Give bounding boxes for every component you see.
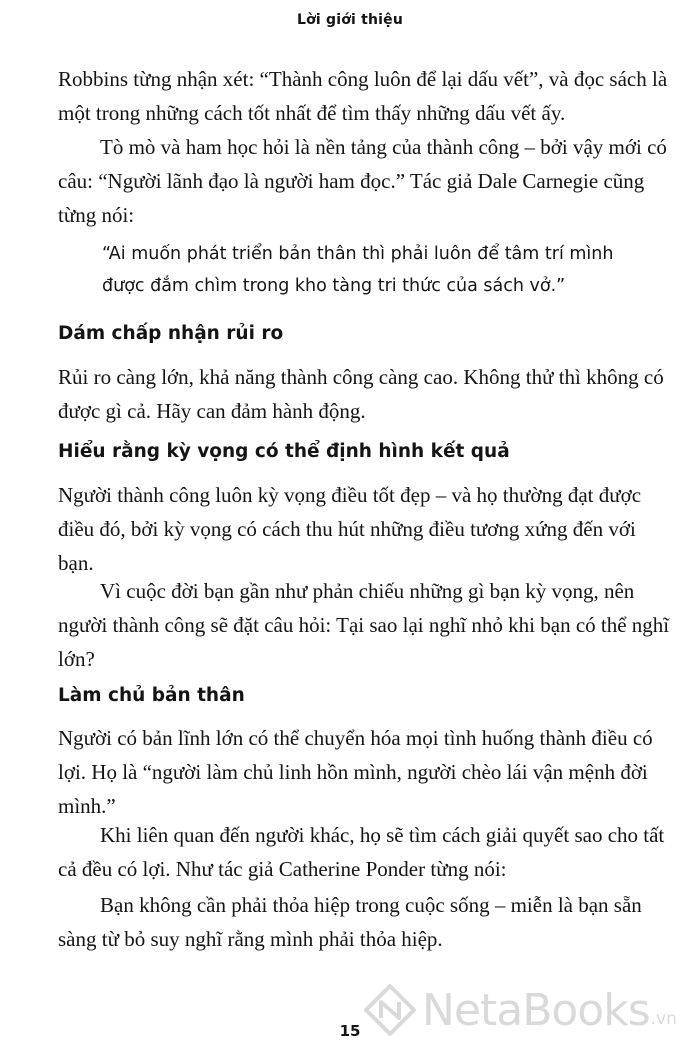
section-heading-expectation: Hiểu rằng kỳ vọng có thể định hình kết quả: [58, 441, 510, 462]
paragraph-robbins: Robbins từng nhận xét: “Thành công luôn để lại dấu vết”, và đọc sách là một trong những cách tốt nhất để tìm thấy những dấu vết ấy.: [58, 67, 668, 125]
paragraph-curiosity: Tò mò và ham học hỏi là nền tảng của thành công – bởi vậy mới có câu: “Người lãnh đạo là người ham đọc.” Tác giả Dale Carnegie cũng từng nói:: [58, 135, 667, 227]
section-heading-self-mastery: Làm chủ bản thân: [58, 685, 245, 706]
netabooks-logo-icon: [364, 984, 416, 1036]
paragraph-reflection: Vì cuộc đời bạn gần như phản chiếu những gì bạn kỳ vọng, nên người thành công sẽ đặt câu hỏi: Tại sao lại nghĩ nhỏ khi bạn có thể nghĩ lớn?: [58, 579, 670, 671]
running-title: Lời giới thiệu: [296, 12, 404, 28]
block-quote-carnegie: “Ai muốn phát triển bản thân thì phải luôn để tâm trí mình được đắm chìm trong kho tàng tri thức của sách vở.”: [102, 244, 614, 296]
paragraph-self-mastery: Người có bản lĩnh lớn có thể chuyển hóa mọi tình huống thành điều có lợi. Họ là “người làm chủ linh hồn mình, người chèo lái vận mệnh đời mình.”: [58, 726, 653, 818]
watermark-brand: NetaBooks: [422, 984, 650, 1036]
section-heading-risk: Dám chấp nhận rủi ro: [58, 323, 284, 344]
paragraph-risk: Rủi ro càng lớn, khả năng thành công càng cao. Không thử thì không có được gì cả. Hãy can đảm hành động.: [58, 365, 664, 423]
watermark-logo: [364, 980, 677, 1040]
paragraph-expectation: Người thành công luôn kỳ vọng điều tốt đẹp – và họ thường đạt được điều đó, bởi kỳ vọng có cách thu hút những điều tương xứng đến với bạn.: [58, 483, 642, 575]
page-number: 15: [339, 1022, 361, 1040]
paragraph-ponder-quote: Bạn không cần phải thỏa hiệp trong cuộc sống – miễn là bạn sẵn sàng từ bỏ suy nghĩ rằng mình phải thỏa hiệp.: [58, 893, 642, 951]
watermark-suffix: .vn: [650, 1009, 677, 1029]
paragraph-others: Khi liên quan đến người khác, họ sẽ tìm cách giải quyết sao cho tất cả đều có lợi. Như tác giả Catherine Ponder từng nói:: [58, 823, 665, 881]
